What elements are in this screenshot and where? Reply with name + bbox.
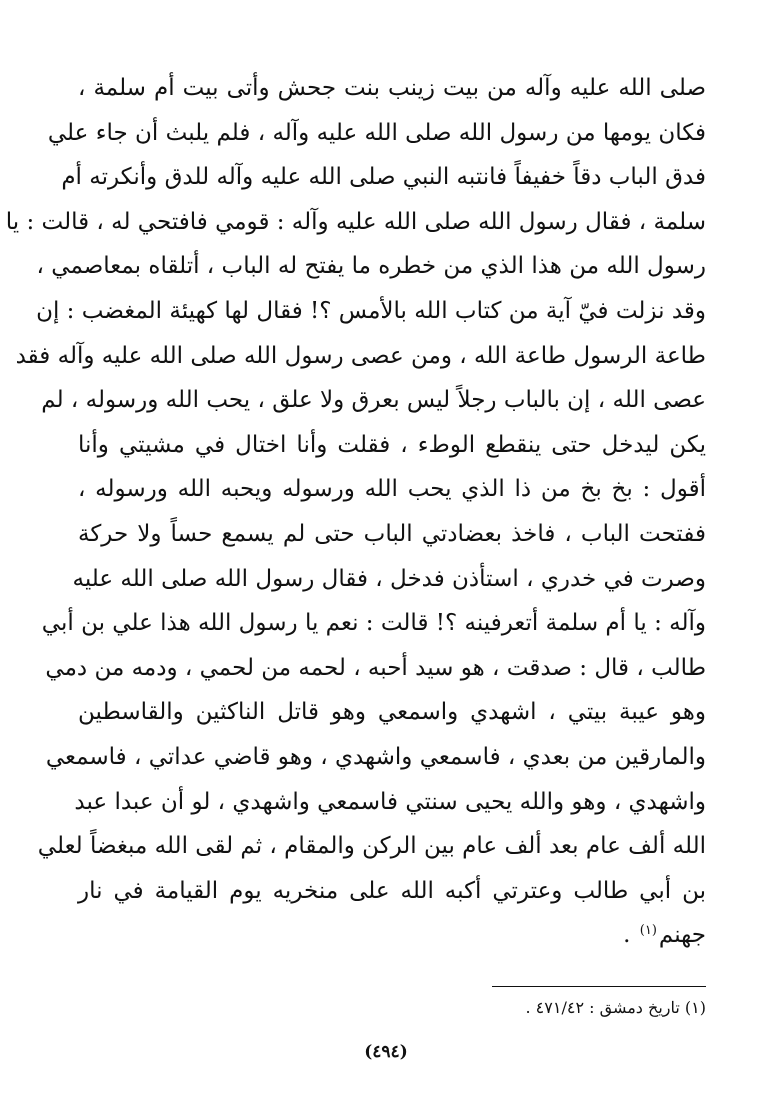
text-line: عصى الله ، إن بالباب رجلاً ليس بعرق ولا علق ، يحب الله ورسوله ، لم (41, 387, 706, 414)
footnote-reference[interactable]: (١) (639, 922, 657, 938)
footnote-divider (492, 986, 706, 987)
text-line-end-mark: . (623, 922, 631, 949)
text-line: رسول الله من هذا الذي من خطره ما يفتح له الباب ، أتلقاه بمعاصمي ، (36, 253, 706, 280)
text-line: صلى الله عليه وآله من بيت زينب بنت جحش وأتى بيت أم سلمة ، (78, 75, 706, 101)
text-line: الله ألف عام بعد ألف عام بين الركن والمقام ، ثم لقى الله مبغضاً لعلي (37, 833, 706, 860)
text-line: وهو عيبة بيتي ، اشهدي واسمعي وهو قاتل الناكثين والقاسطين (78, 699, 706, 726)
text-line: طاعة الرسول طاعة الله ، ومن عصى رسول الله صلى الله عليه وآله فقد (15, 342, 706, 369)
text-line: وقد نزلت فيّ آية من كتاب الله بالأمس ؟! فقال لها كهيئة المغضب : إن (36, 297, 706, 324)
text-line: طالب ، قال : صدقت ، هو سيد أحبه ، لحمه من لحمي ، ودمه من دمي (45, 654, 706, 681)
text-line: أقول : بخ بخ من ذا الذي يحب الله ورسوله ويحبه الله ورسوله ، (78, 476, 706, 503)
text-line: بن أبي طالب وعترتي أكبه الله على منخريه يوم القيامة في نار (78, 877, 706, 904)
text-line: ففتحت الباب ، فاخذ بعضادتي الباب حتى لم يسمع حساً ولا حركة (78, 520, 706, 547)
text-line: فكان يومها من رسول الله صلى الله عليه وآله ، فلم يلبث أن جاء علي (47, 119, 706, 146)
text-line-last-words: جهنم (658, 922, 706, 949)
text-line: سلمة ، فقال رسول الله صلى الله عليه وآله : قومي فافتحي له ، قالت : يا (5, 208, 706, 235)
text-line-last (78, 913, 706, 958)
text-line: والمارقين من بعدي ، فاسمعي واشهدي ، وهو قاضي عداتي ، فاسمعي (45, 743, 706, 770)
text-line: يكن ليدخل حتى ينقطع الوطء ، فقلت وأنا اختال في مشيتي وأنا (78, 431, 706, 458)
text-line: واشهدي ، وهو والله يحيى سنتي فاسمعي واشهدي ، لو أن عبدا عبد (74, 788, 706, 815)
text-line: وآله : يا أم سلمة أتعرفينه ؟! قالت : نعم يا رسول الله هذا علي بن أبي (41, 610, 706, 637)
text-line: فدق الباب دقاً خفيفاً فانتبه النبي صلى الله عليه وآله للدق وأنكرته أم (61, 164, 706, 191)
body-text (5, 66, 706, 958)
text-line: وصرت في خدري ، استأذن فدخل ، فقال رسول الله صلى الله عليه (72, 565, 706, 592)
footnote: (١) تاريخ دمشق : ٤٧١/٤٢ . (525, 998, 706, 1017)
page-number: (٤٩٤) (364, 1042, 408, 1062)
